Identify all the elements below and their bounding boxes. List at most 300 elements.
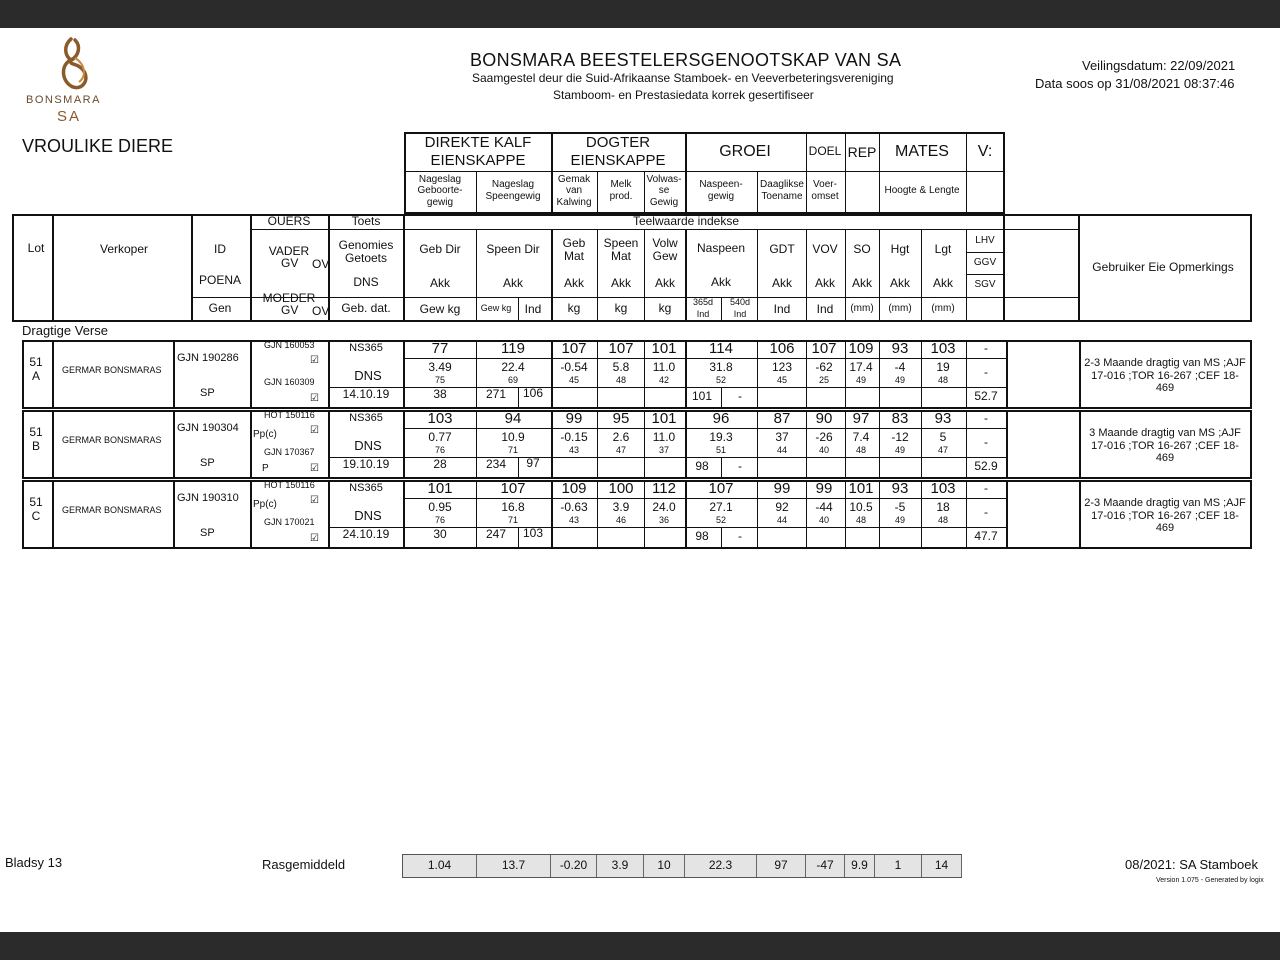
- group-v: V:: [977, 143, 993, 160]
- breeding-value: 31.8: [709, 360, 733, 374]
- col-unit-gewkg: Gew kg: [419, 302, 461, 316]
- accuracy: 46: [615, 515, 627, 525]
- grid-line: [685, 480, 687, 549]
- group-growth: GROEI: [719, 143, 771, 160]
- breeding-value: 0.77: [428, 430, 452, 444]
- grid-line: [845, 340, 846, 409]
- grid-line: [721, 527, 722, 549]
- dam-checkbox[interactable]: ☑: [310, 393, 319, 404]
- ebv-index: 112: [652, 480, 676, 497]
- breed-average-value: 13.7: [477, 855, 551, 877]
- dns-status: DNS: [354, 508, 382, 523]
- group-daughter-2: EIENSKAPPE: [570, 152, 666, 169]
- col-dam: MOEDER: [262, 291, 316, 305]
- grid-line: [845, 410, 846, 479]
- breeding-value: -0.15: [560, 430, 588, 444]
- col-akk: Akk: [851, 276, 873, 290]
- col-unit-540d-ind: Ind: [733, 309, 747, 319]
- index-540d: -: [738, 389, 742, 403]
- lot-letter: C: [31, 509, 41, 523]
- breeding-value: 11.0: [652, 360, 676, 374]
- accuracy: 25: [818, 375, 830, 385]
- accuracy: 40: [818, 515, 830, 525]
- animal-id: GJN 190310: [177, 492, 239, 504]
- footer-source: 08/2021: SA Stamboek: [1125, 857, 1258, 872]
- ebv-index: 93: [891, 480, 909, 497]
- grid-line: [328, 410, 330, 479]
- group-direct-calf-2: EIENSKAPPE: [430, 152, 526, 169]
- breeding-value: 123: [771, 360, 793, 374]
- grid-line: [52, 410, 54, 479]
- col-speen-mat: Speen: [603, 236, 639, 250]
- breeding-value: -4: [894, 360, 906, 374]
- breeding-value: -0.63: [560, 500, 588, 514]
- grid-line: [1079, 410, 1081, 479]
- sub-post: Naspeen-: [699, 179, 743, 190]
- breeding-value: 10.5: [849, 500, 873, 514]
- lot-letter: A: [31, 369, 41, 383]
- logo-text: BONSMARA: [26, 94, 101, 106]
- sire-id: HOT 150116: [264, 410, 315, 420]
- sire-poll: Pp(c): [253, 499, 277, 510]
- sub-post-2: gewig: [707, 191, 735, 202]
- ebv-index: 94: [504, 410, 522, 427]
- grid-line: [966, 340, 967, 409]
- sub-fcr-2: omset: [811, 191, 839, 202]
- col-unit-540d: 540d: [729, 297, 751, 307]
- grid-line: [403, 498, 1006, 499]
- col-gen: Gen: [208, 301, 232, 315]
- ebv-index: 101: [427, 480, 453, 497]
- breeding-value: 27.1: [709, 500, 733, 514]
- sub-mature: Volwas-: [646, 174, 682, 185]
- seller-name: GERMAR BONSMARAS: [62, 365, 162, 375]
- birth-weight: 38: [433, 387, 447, 401]
- ebv-index: 107: [608, 340, 634, 357]
- grid-line: [328, 387, 1006, 388]
- animal-id: GJN 190286: [177, 352, 239, 364]
- grid-line: [721, 457, 722, 479]
- col-lhv: LHV: [975, 235, 995, 246]
- grid-line: [1006, 410, 1008, 479]
- accuracy: 37: [658, 445, 670, 455]
- sgv-value: 47.7: [974, 529, 998, 543]
- col-lot: Lot: [27, 241, 45, 255]
- sire-id: GJN 160053: [264, 340, 315, 350]
- sub-wean: Nageslag: [491, 179, 535, 190]
- breeding-value: 92: [775, 500, 789, 514]
- wean-index: 103: [522, 526, 544, 540]
- grid-line: [476, 410, 477, 479]
- lot-letter: B: [31, 439, 41, 453]
- seller-name: GERMAR BONSMARAS: [62, 435, 162, 445]
- accuracy: 44: [776, 445, 788, 455]
- breed-average-value: 97: [757, 855, 806, 877]
- col-akk: Akk: [610, 276, 632, 290]
- col-test: Toets: [351, 214, 381, 228]
- col-hgt: Hgt: [890, 242, 910, 256]
- breeding-value: 22.4: [501, 360, 525, 374]
- sub-mature-3: Gewig: [649, 197, 679, 208]
- wean-weight: 247: [485, 527, 507, 541]
- accuracy: 47: [615, 445, 627, 455]
- ebv-index: 109: [561, 480, 587, 497]
- col-geb-dir: Geb Dir: [419, 242, 461, 256]
- grid-line: [879, 410, 880, 479]
- breeding-value: -44: [815, 500, 833, 514]
- grid-line: [551, 410, 553, 479]
- grid-line: [52, 340, 54, 409]
- user-remark: 3 Maande dragtig van MS ;AJF 17-016 ;TOR 16-267 ;CEF 18-469: [1089, 427, 1241, 465]
- group-daughter: DOGTER: [585, 134, 651, 151]
- accuracy: 49: [855, 375, 867, 385]
- group-doel: DOEL: [808, 144, 842, 158]
- birth-weight: 30: [433, 527, 447, 541]
- ebv-index: 109: [848, 340, 874, 357]
- poena: SP: [200, 527, 215, 539]
- accuracy: 42: [658, 375, 670, 385]
- ebv-index: 90: [815, 410, 833, 427]
- lot-number: 51: [29, 355, 43, 369]
- wean-index: 97: [526, 456, 540, 470]
- dam-checkbox[interactable]: ☑: [310, 533, 319, 544]
- dam-checkbox[interactable]: ☑: [310, 463, 319, 474]
- accuracy: 48: [855, 445, 867, 455]
- grid-line: [328, 480, 330, 549]
- birth-date: 19.10.19: [342, 457, 390, 471]
- ebv-index: 107: [811, 340, 837, 357]
- sire-id: HOT 150116: [264, 480, 315, 490]
- grid-line: [328, 340, 330, 409]
- grid-line: [328, 527, 1006, 528]
- test-code: NS365: [349, 482, 383, 494]
- sgv-value: 52.9: [974, 459, 998, 473]
- grid-line: [597, 340, 598, 409]
- col-gdt: GDT: [769, 242, 795, 256]
- auction-date: Veilingsdatum: 22/09/2021: [1082, 58, 1236, 73]
- sub-wean-2: Speengewig: [485, 191, 541, 202]
- col-genomic: Genomies: [338, 238, 394, 252]
- sub-hl: Hoogte & Lengte: [884, 185, 960, 196]
- ggv-value: -: [984, 435, 988, 449]
- logo-mark-icon: [55, 36, 95, 92]
- breeding-value: 19.3: [709, 430, 733, 444]
- poena: SP: [200, 457, 215, 469]
- sub-ease-2: van: [565, 185, 583, 196]
- breeding-value: 7.4: [852, 430, 870, 444]
- ggv-value: -: [984, 365, 988, 379]
- dam-id: GJN 170367: [264, 447, 315, 457]
- col-unit-365d-ind: Ind: [696, 309, 710, 319]
- col-lgt: Lgt: [934, 242, 952, 256]
- col-unit-kg: kg: [567, 301, 581, 315]
- col-poena: POENA: [198, 273, 242, 287]
- wean-weight: 271: [485, 387, 507, 401]
- column-header: [12, 214, 1252, 322]
- col-akk: Akk: [932, 276, 954, 290]
- col-akk: Akk: [814, 276, 836, 290]
- ebv-index: 119: [501, 340, 525, 357]
- grid-line: [966, 480, 967, 549]
- col-akk: Akk: [502, 276, 524, 290]
- sub-fcr: Voer-: [813, 179, 837, 190]
- ebv-index: 101: [651, 340, 677, 357]
- accuracy: 49: [894, 445, 906, 455]
- breeding-value: 17.4: [849, 360, 873, 374]
- index-365d: 101: [691, 389, 713, 403]
- grid-line: [250, 410, 252, 479]
- col-unit-gewkg-small: Gew kg: [480, 303, 512, 313]
- ebv-index: 93: [934, 410, 952, 427]
- accuracy: 52: [715, 375, 727, 385]
- wean-weight: 234: [485, 457, 507, 471]
- col-naspeen: Naspeen: [696, 241, 746, 255]
- breed-average-value: -47: [806, 855, 845, 877]
- col-remarks: Gebruiker Eie Opmerkings: [1092, 260, 1234, 274]
- grid-line: [328, 457, 1006, 458]
- breed-average-value: 14: [922, 855, 962, 877]
- ebv-index: 77: [431, 340, 449, 357]
- group-rep: REP: [847, 144, 877, 160]
- accuracy: 43: [568, 445, 580, 455]
- grid-line: [518, 527, 519, 549]
- col-speen-mat-2: Mat: [610, 249, 632, 263]
- test-code: NS365: [349, 342, 383, 354]
- dam-poll: P: [262, 463, 269, 474]
- sub-ease: Gemak: [557, 174, 591, 185]
- lot-number: 51: [29, 425, 43, 439]
- col-speen-dir: Speen Dir: [486, 242, 540, 256]
- breeding-value: 0.95: [428, 500, 452, 514]
- ebv-index: 97: [852, 410, 870, 427]
- ebv-index: 93: [891, 340, 909, 357]
- accuracy: 71: [507, 445, 519, 455]
- col-sire-gv: GV: [281, 256, 299, 270]
- col-akk: Akk: [563, 276, 585, 290]
- grid-line: [403, 410, 405, 479]
- grid-line: [476, 340, 477, 409]
- birth-date: 14.10.19: [342, 387, 390, 401]
- col-geb-mat: Geb: [562, 236, 586, 250]
- breeding-value: -5: [894, 500, 906, 514]
- wean-index: 106: [522, 386, 544, 400]
- grid-line: [644, 480, 645, 549]
- grid-line: [173, 480, 175, 549]
- sub-birth-2: Geboorte-: [417, 185, 463, 196]
- accuracy: 48: [937, 515, 949, 525]
- sub-adg-2: Toename: [761, 191, 803, 202]
- col-sgv: SGV: [974, 279, 996, 290]
- top-bar: [0, 0, 1280, 28]
- index-540d: -: [738, 459, 742, 473]
- dns-status: DNS: [354, 438, 382, 453]
- accuracy: 49: [894, 515, 906, 525]
- ebv-index: 99: [565, 410, 583, 427]
- accuracy: 76: [434, 445, 446, 455]
- group-direct-calf: DIREKTE KALF: [424, 134, 532, 151]
- grid-line: [476, 480, 477, 549]
- col-vov: VOV: [812, 242, 838, 256]
- col-akk: Akk: [710, 275, 732, 289]
- index-540d: -: [738, 529, 742, 543]
- sub-milk-2: prod.: [609, 191, 633, 202]
- grid-line: [173, 410, 175, 479]
- grid-line: [845, 480, 846, 549]
- sub-ease-3: Kalwing: [556, 197, 592, 208]
- col-unit-ind: Ind: [773, 302, 791, 316]
- col-akk: Akk: [889, 276, 911, 290]
- sire-checkbox[interactable]: ☑: [310, 355, 319, 366]
- breed-average-value: 22.3: [685, 855, 757, 877]
- ebv-index: 107: [708, 480, 734, 497]
- grid-line: [250, 480, 252, 549]
- breeding-value: 19: [936, 360, 950, 374]
- accuracy: 75: [434, 375, 446, 385]
- col-unit-kg: kg: [614, 301, 628, 315]
- grid-line: [250, 340, 252, 409]
- accuracy: 49: [894, 375, 906, 385]
- col-unit-ind: Ind: [524, 302, 542, 316]
- breed-average-value: 10: [644, 855, 685, 877]
- col-so: SO: [853, 242, 871, 256]
- breeding-value: -12: [891, 430, 909, 444]
- grid-line: [597, 410, 598, 479]
- lhv-value: -: [984, 481, 988, 495]
- ebv-index: 87: [773, 410, 791, 427]
- breeding-value: 5.8: [612, 360, 630, 374]
- page-number: Bladsy 13: [5, 855, 63, 870]
- sub-milk: Melk: [610, 179, 632, 190]
- sub-mature-2: se: [658, 185, 670, 196]
- col-genomic-2: Getoets: [344, 251, 388, 265]
- accuracy: 48: [937, 375, 949, 385]
- ebv-index: 100: [608, 480, 634, 497]
- grid-line: [879, 480, 880, 549]
- col-unit-kg: kg: [658, 301, 672, 315]
- grid-line: [806, 410, 807, 479]
- birth-weight: 28: [433, 457, 447, 471]
- col-dam-gv: GV: [281, 303, 299, 317]
- sub-birth-3: gewig: [426, 197, 454, 208]
- accuracy: 44: [776, 515, 788, 525]
- ebv-index: 107: [500, 480, 526, 497]
- index-365d: 98: [695, 529, 709, 543]
- grid-line: [173, 340, 175, 409]
- col-ebv-title: Teelwaarde indekse: [632, 214, 740, 228]
- doc-subtitle-2: Stamboom- en Prestasiedata korrek gesertifiseer: [553, 88, 814, 102]
- col-ggv: GGV: [973, 257, 997, 268]
- breed-average-value: 1: [875, 855, 922, 877]
- col-unit-mm: (mm): [931, 303, 955, 314]
- poena: SP: [200, 387, 215, 399]
- grid-line: [806, 480, 807, 549]
- grid-line: [966, 410, 967, 479]
- sire-checkbox[interactable]: ☑: [310, 425, 319, 436]
- accuracy: 71: [507, 515, 519, 525]
- grid-line: [597, 480, 598, 549]
- col-unit-mm: (mm): [888, 303, 912, 314]
- breeding-value: 11.0: [652, 430, 676, 444]
- sire-poll: Pp(c): [253, 429, 277, 440]
- grid-line: [921, 410, 922, 479]
- dam-id: GJN 160309: [264, 377, 315, 387]
- grid-line: [721, 387, 722, 409]
- test-code: NS365: [349, 412, 383, 424]
- section-title: VROULIKE DIERE: [22, 136, 174, 156]
- seller-name: GERMAR BONSMARAS: [62, 505, 162, 515]
- doc-subtitle-1: Saamgestel deur die Suid-Afrikaanse Stamboek- en Veeverbeteringsvereniging: [472, 71, 894, 85]
- col-unit-mm: (mm): [850, 303, 874, 314]
- accuracy: 48: [855, 515, 867, 525]
- user-remark: 2-3 Maande dragtig van MS ;AJF 17-016 ;TOR 16-267 ;CEF 18-469: [1084, 497, 1246, 535]
- grid-line: [757, 410, 758, 479]
- grid-line: [1006, 480, 1008, 549]
- ebv-index: 99: [773, 480, 791, 497]
- breeding-value: -0.54: [560, 360, 588, 374]
- data-date: Data soos op 31/08/2021 08:37:46: [1035, 76, 1235, 91]
- grid-line: [52, 480, 54, 549]
- breeding-value: 16.8: [501, 500, 525, 514]
- grid-line: [403, 428, 1006, 429]
- grid-line: [806, 340, 807, 409]
- col-parents: OUERS: [267, 214, 311, 228]
- accuracy: 52: [715, 515, 727, 525]
- breeding-value: 37: [775, 430, 789, 444]
- accuracy: 45: [568, 375, 580, 385]
- grid-line: [518, 387, 519, 409]
- user-remark: 2-3 Maande dragtig van MS ;AJF 17-016 ;TOR 16-267 ;CEF 18-469: [1084, 357, 1246, 395]
- breeding-value: 3.9: [612, 500, 630, 514]
- grid-line: [1006, 340, 1008, 409]
- col-dns: DNS: [353, 275, 379, 289]
- grid-line: [403, 340, 405, 409]
- ebv-index: 103: [930, 340, 956, 357]
- col-akk: Akk: [654, 276, 676, 290]
- birth-date: 24.10.19: [342, 527, 390, 541]
- col-dam-ov: OV: [312, 304, 330, 318]
- grid-line: [685, 340, 687, 409]
- sub-birth: Nageslag: [418, 174, 462, 185]
- lot-number: 51: [29, 495, 43, 509]
- animal-id: GJN 190304: [177, 422, 239, 434]
- dam-id: GJN 170021: [264, 517, 315, 527]
- col-akk: Akk: [771, 276, 793, 290]
- bottom-bar: [0, 932, 1280, 960]
- col-seller: Verkoper: [99, 242, 149, 256]
- ebv-index: 106: [769, 340, 795, 357]
- col-akk: Akk: [429, 276, 451, 290]
- breeding-value: 18: [936, 500, 950, 514]
- col-sire: VADER: [268, 244, 310, 258]
- accuracy: 69: [507, 375, 519, 385]
- breed-average-value: 9.9: [845, 855, 875, 877]
- grid-line: [1079, 480, 1081, 549]
- accuracy: 51: [715, 445, 727, 455]
- breed-average-value: 1.04: [403, 855, 477, 877]
- accuracy: 45: [776, 375, 788, 385]
- col-sire-ov: OV: [312, 257, 330, 271]
- grid-line: [921, 480, 922, 549]
- grid-line: [403, 358, 1006, 359]
- breeding-value: 24.0: [652, 500, 676, 514]
- col-id: ID: [214, 242, 226, 256]
- sub-adg: Daaglikse: [760, 179, 804, 190]
- sire-checkbox[interactable]: ☑: [310, 495, 319, 506]
- breeding-value: -62: [815, 360, 833, 374]
- col-unit-365d: 365d: [692, 297, 714, 307]
- ebv-index: 101: [651, 410, 677, 427]
- footer-version: Version 1.075 - Generated by logix: [1156, 877, 1264, 884]
